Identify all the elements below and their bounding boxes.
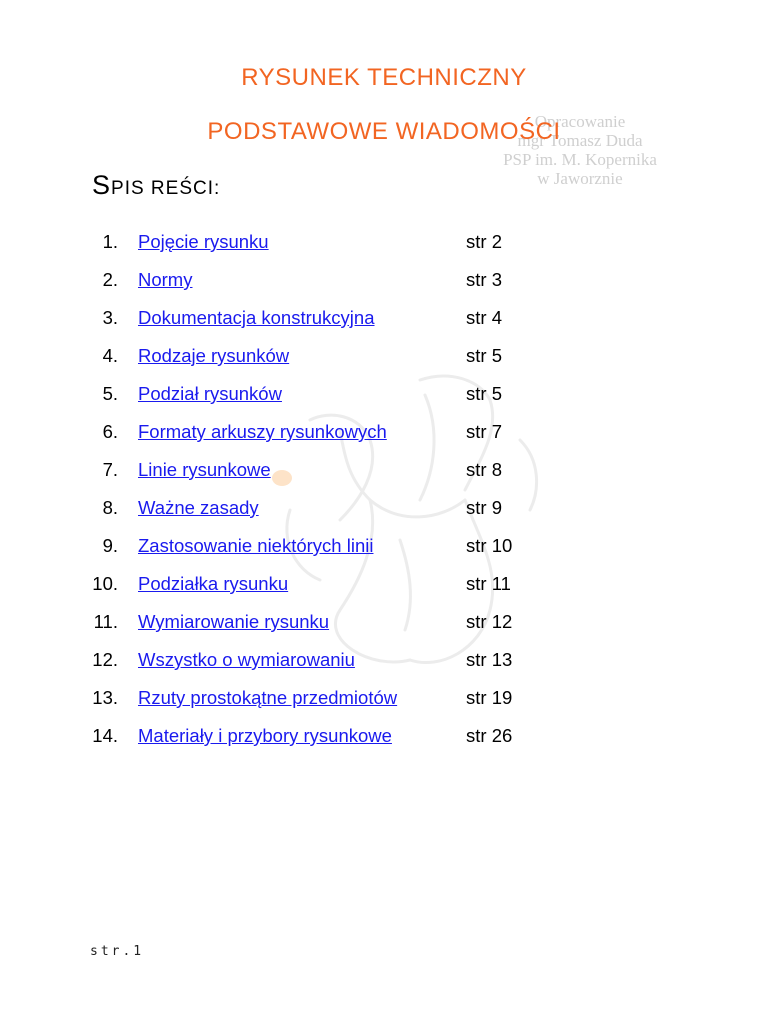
toc-item-number: 4. <box>102 345 118 366</box>
toc-item-page: str 3 <box>466 269 502 290</box>
toc-item-link[interactable]: Linie rysunkowe <box>138 459 271 480</box>
toc-item-page: str 12 <box>466 611 513 632</box>
toc-row <box>0 571 768 609</box>
toc-item-page: str 2 <box>466 231 502 252</box>
toc-item-link[interactable]: Materiały i przybory rysunkowe <box>138 725 392 746</box>
toc-heading-text: PIS REŚCI: <box>111 178 221 199</box>
toc-item-page: str 5 <box>466 383 502 404</box>
toc-item-number: 6. <box>102 421 118 442</box>
toc-item-page: str 8 <box>466 459 502 480</box>
table-of-contents <box>0 229 768 761</box>
toc-item-link[interactable]: Wszystko o wymiarowaniu <box>138 649 355 670</box>
toc-row <box>0 685 768 723</box>
watermark-line: PSP im. M. Kopernika <box>503 150 657 169</box>
document-title: RYSUNEK TECHNICZNY <box>241 64 527 91</box>
page-number: str.1 <box>90 944 145 959</box>
toc-item-page: str 19 <box>466 687 513 708</box>
toc-item-number: 12. <box>92 649 118 670</box>
toc-item-number: 8. <box>102 497 118 518</box>
toc-item-number: 10. <box>92 573 118 594</box>
toc-row <box>0 305 768 343</box>
toc-row <box>0 343 768 381</box>
toc-item-link[interactable]: Dokumentacja konstrukcyjna <box>138 307 375 328</box>
toc-row <box>0 267 768 305</box>
toc-item-page: str 13 <box>466 649 513 670</box>
toc-item-number: 13. <box>92 687 118 708</box>
toc-row <box>0 495 768 533</box>
toc-item-page: str 4 <box>466 307 502 328</box>
toc-row <box>0 533 768 571</box>
document-subtitle: PODSTAWOWE WIADOMOŚCI <box>207 118 561 145</box>
toc-item-link[interactable]: Pojęcie rysunku <box>138 231 269 252</box>
toc-heading-initial: S <box>92 170 112 200</box>
toc-item-page: str 10 <box>466 535 513 556</box>
toc-item-link[interactable]: Rzuty prostokątne przedmiotów <box>138 687 398 708</box>
toc-item-number: 14. <box>92 725 118 746</box>
toc-item-number: 9. <box>102 535 118 556</box>
toc-row <box>0 723 768 761</box>
toc-row <box>0 609 768 647</box>
watermark-line: w Jaworznie <box>537 169 623 188</box>
toc-item-page: str 9 <box>466 497 502 518</box>
toc-row <box>0 381 768 419</box>
toc-heading <box>92 170 220 201</box>
toc-item-link[interactable]: Formaty arkuszy rysunkowych <box>138 421 387 442</box>
toc-item-page: str 11 <box>466 573 511 594</box>
toc-item-number: 1. <box>102 231 118 252</box>
watermark-line: mgr Tomasz Duda <box>517 131 643 150</box>
toc-item-page: str 5 <box>466 345 502 366</box>
toc-item-link[interactable]: Zastosowanie niektórych linii <box>138 535 374 556</box>
toc-item-link[interactable]: Ważne zasady <box>138 497 259 518</box>
toc-row <box>0 647 768 685</box>
toc-item-link[interactable]: Wymiarowanie rysunku <box>138 611 330 632</box>
toc-row <box>0 457 768 495</box>
toc-item-link[interactable]: Rodzaje rysunków <box>138 345 290 366</box>
toc-item-link[interactable]: Podziałka rysunku <box>138 573 289 594</box>
watermark-line: Opracowanie <box>534 112 626 131</box>
toc-item-number: 11. <box>93 611 118 632</box>
toc-row <box>0 419 768 457</box>
toc-item-link[interactable]: Podział rysunków <box>138 383 282 404</box>
toc-item-number: 3. <box>102 307 118 328</box>
toc-row <box>0 229 768 267</box>
toc-item-number: 7. <box>102 459 118 480</box>
toc-item-page: str 7 <box>466 421 502 442</box>
toc-item-page: str 26 <box>466 725 513 746</box>
toc-item-number: 2. <box>102 269 118 290</box>
toc-item-link[interactable]: Normy <box>138 269 193 290</box>
toc-item-number: 5. <box>102 383 118 404</box>
